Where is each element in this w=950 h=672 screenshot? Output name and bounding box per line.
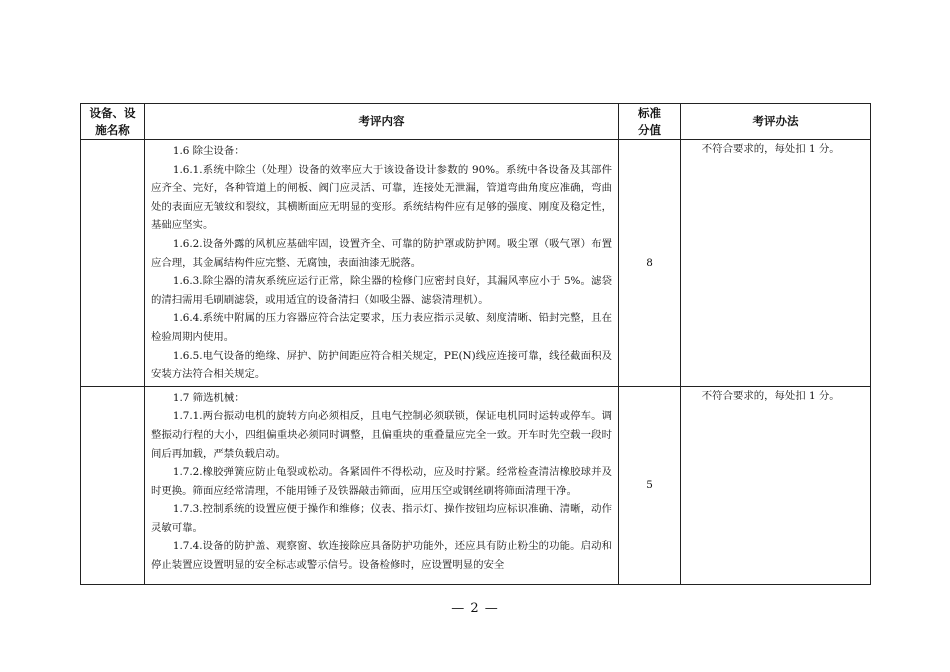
header-content: 考评内容 bbox=[145, 104, 619, 140]
score-cell: 8 bbox=[619, 140, 681, 387]
score-cell: 5 bbox=[619, 386, 681, 584]
assessment-table bbox=[80, 103, 871, 585]
content-paragraph: 1.6.2.设备外露的风机应基础牢固，设置齐全、可靠的防护罩或防护网。吸尘罩（吸气罩）布置应合理，其金属结构件应完整、无腐蚀，表面油漆无脱落。 bbox=[151, 237, 612, 269]
header-method: 考评办法 bbox=[681, 104, 871, 140]
device-cell bbox=[81, 386, 145, 584]
content-paragraph: 1.7.2.橡胶弹簧应防止龟裂或松动。各紧固件不得松动，应及时拧紧。经常检查清洁橡胶球并及时更换。筛面应经常清理，不能用锤子及铁器敲击筛面，应用压空或钢丝刷将筛面清理干净。 bbox=[151, 466, 612, 497]
content-paragraph: 1.6.3.除尘器的清灰系统应运行正常，除尘器的检修门应密封良好，其漏风率应小于 5%。滤袋的清扫需用毛刷刷滤袋，或用适宜的设备清扫（如吸尘器、滤袋清理机）。 bbox=[151, 275, 612, 306]
header-row bbox=[81, 104, 871, 140]
content-paragraph: 1.6.4.系统中附属的压力容器应符合法定要求，压力表应指示灵敏、刻度清晰、铅封完整，且在检验周期内使用。 bbox=[151, 312, 612, 343]
header-score: 标准分值 bbox=[619, 104, 681, 140]
content-paragraph: 1.7 筛选机械： bbox=[172, 391, 245, 404]
content-paragraph: 1.6.5.电气设备的绝缘、屏护、防护间距应符合相关规定，PE(N)线应连接可靠，线径截面积及安装方法符合相关规定。 bbox=[151, 349, 612, 381]
device-cell bbox=[81, 140, 145, 387]
table-row bbox=[81, 386, 871, 584]
method-cell: 不符合要求的，每处扣 1 分。 bbox=[681, 386, 871, 584]
page-number: — 2 — bbox=[451, 601, 499, 616]
table-row bbox=[81, 140, 871, 387]
content-cell bbox=[145, 386, 619, 584]
content-paragraph: 1.7.4.设备的防护盖、观察窗、软连接除应具备防护功能外，还应具有防止粉尘的功能。启动和停止装置应设置明显的安全标志或警示信号。设备检修时，应设置明显的安全 bbox=[151, 540, 612, 572]
header-device: 设备、设施名称 bbox=[81, 104, 145, 140]
method-cell: 不符合要求的，每处扣 1 分。 bbox=[681, 140, 871, 387]
content-cell bbox=[145, 140, 619, 387]
content-paragraph: 1.7.3.控制系统的设置应便于操作和维修；仪表、指示灯、操作按钮均应标识准确、清晰，动作灵敏可靠。 bbox=[151, 503, 612, 534]
content-paragraph: 1.7.1.两台振动电机的旋转方向必须相反，且电气控制必须联锁，保证电机同时运转或停车。调整振动行程的大小，四组偏重块必须同时调整，且偏重块的重叠量应完全一致。开车时先空载一段时间后再加载，严禁负载启动。 bbox=[151, 410, 612, 460]
content-paragraph: 1.6 除尘设备： bbox=[172, 145, 245, 157]
content-paragraph: 1.6.1.系统中除尘（处理）设备的效率应大于该设备设计参数的 90%。系统中各设备及其部件应齐全、完好，各种管道上的闸板、阀门应灵活、可靠，连接处无泄漏，管道弯曲角度应准确，弯曲处的表面应无皱纹和裂纹，其横断面应无明显的变形。系统结构件应有足够的强度、刚度及稳定性，基础应坚实。 bbox=[151, 163, 612, 232]
